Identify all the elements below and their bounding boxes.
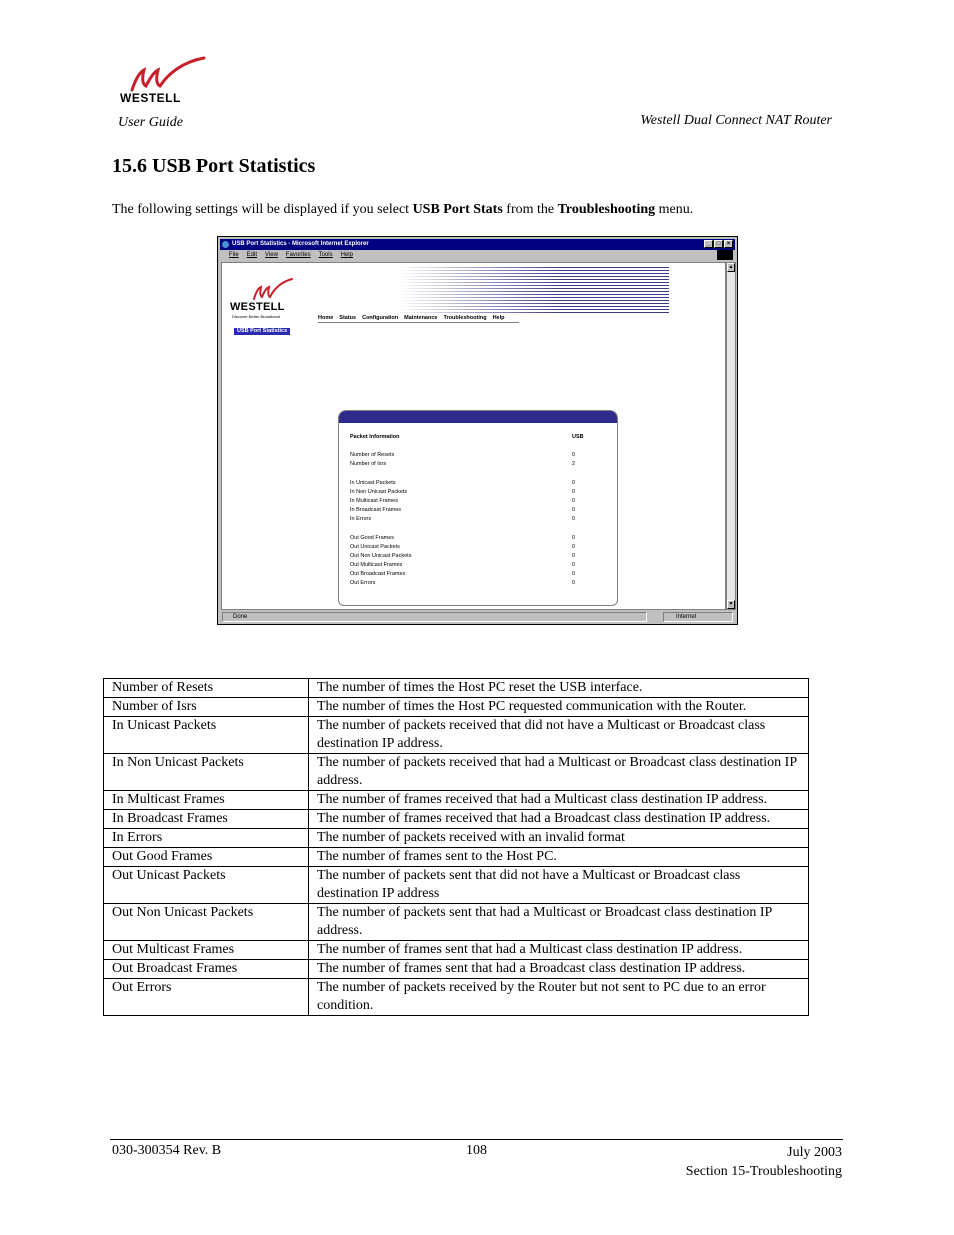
panel-stat-value: 0 [572,580,576,586]
panel-stat-label: Number of Resets [350,452,395,458]
page-badge: USB Port Statistics [234,328,290,335]
panel-stat-label: Number of Isrs [350,461,387,467]
header-right: Westell Dual Connect NAT Router [640,113,832,128]
scroll-down-icon[interactable]: ▼ [728,601,734,607]
browser-screenshot [217,236,738,625]
nav-maintenance[interactable]: Maintenance [404,315,438,321]
panel-stat-label: In Multicast Frames [350,498,398,504]
table-term-cell: Number of Isrs [104,698,309,717]
table-description-cell: The number of packets received that did not have a Multicast or Broadcast class destination IP address. [309,717,809,754]
table-description-cell: The number of times the Host PC reset the USB interface. [309,679,809,698]
panel-stat-row [350,480,580,487]
table-row [104,791,809,810]
intro-bold-troubleshooting: Troubleshooting [557,202,656,217]
panel-stat-value: 0 [572,498,576,504]
footer-date: July 2003 [787,1145,842,1160]
window-title: USB Port Statistics - Microsoft Internet Explorer [232,241,369,247]
nav-help[interactable]: Help [492,315,505,321]
nav-troubleshooting[interactable]: Troubleshooting [443,315,487,321]
westell-swoosh-icon [118,56,210,96]
intro-text: The following settings will be displayed if you select [112,202,413,217]
panel-stat-row [350,562,580,569]
vertical-scrollbar[interactable] [726,262,736,610]
panel-stat-row [350,461,580,468]
panel-cap [339,411,617,423]
westell-logo [118,56,210,108]
panel-stat-label: Out Good Frames [350,535,395,541]
statistics-description-table [103,678,809,1016]
page-title: 15.6 USB Port Statistics [112,155,316,177]
panel-stat-value: 0 [572,544,576,550]
table-description-cell: The number of frames sent that had a Multicast class destination IP address. [309,941,809,960]
panel-stat-label: Out Broadcast Frames [350,571,406,577]
panel-stat-row [350,571,580,578]
panel-stat-row [350,535,580,542]
table-description-cell: The number of frames received that had a Broadcast class destination IP address. [309,810,809,829]
inner-logo-wordmark: WESTELL [230,301,285,313]
intro-text: menu. [655,202,694,217]
table-term-cell: Out Unicast Packets [104,867,309,904]
table-term-cell: Out Multicast Frames [104,941,309,960]
footer-section: Section 15-Troubleshooting [685,1164,842,1179]
panel-stat-label: In Unicast Packets [350,480,396,486]
table-description-cell: The number of frames sent that had a Broadcast class destination IP address. [309,960,809,979]
windows-flag-icon [717,250,733,260]
table-term-cell: Out Broadcast Frames [104,960,309,979]
panel-stat-value: 2 [572,461,576,467]
inner-westell-logo [228,277,308,319]
panel-stat-row [350,489,580,496]
table-row [104,867,809,904]
panel-stat-label: Out Errors [350,580,376,586]
browser-menubar [220,250,735,260]
westell-swoosh-icon [248,277,294,303]
nav-configuration[interactable]: Configuration [362,315,399,321]
table-description-cell: The number of times the Host PC requested communication with the Router. [309,698,809,717]
menu-file[interactable]: File [229,252,239,258]
scroll-up-icon[interactable]: ▲ [728,264,734,270]
packet-info-panel [338,410,618,606]
panel-stat-label: Out Unicast Packets [350,544,400,550]
panel-stat-value: 0 [572,571,576,577]
browser-viewport [221,262,726,610]
table-row [104,941,809,960]
panel-stat-row [350,580,580,587]
logo-wordmark: WESTELL [120,91,181,105]
table-row [104,717,809,754]
table-row [104,904,809,941]
table-term-cell: Out Non Unicast Packets [104,904,309,941]
footer-right [686,1143,842,1181]
panel-stat-value: 0 [572,489,576,495]
table-term-cell: In Broadcast Frames [104,810,309,829]
footer-doc-number: 030-300354 Rev. B [112,1143,222,1158]
minimize-icon[interactable]: _ [704,240,713,248]
intro-bold-usb-port-stats: USB Port Stats [412,202,503,217]
panel-stat-label: In Non Unicast Packets [350,489,408,495]
table-term-cell: In Errors [104,829,309,848]
panel-stat-value: 0 [572,535,576,541]
maximize-icon[interactable]: □ [714,240,723,248]
footer-page-number: 108 [466,1143,487,1158]
panel-stat-value: 0 [572,562,576,568]
table-row [104,754,809,791]
menu-view[interactable]: View [265,252,278,258]
menu-tools[interactable]: Tools [318,252,333,258]
table-row [104,848,809,867]
table-term-cell: In Unicast Packets [104,717,309,754]
table-term-cell: In Multicast Frames [104,791,309,810]
close-icon[interactable]: × [724,240,733,248]
table-row [104,979,809,1016]
window-titlebar [220,239,735,250]
table-description-cell: The number of packets received by the Router but not sent to PC due to an error condition. [309,979,809,1016]
panel-header-value: USB [572,434,584,440]
table-row [104,698,809,717]
panel-stat-value: 0 [572,516,576,522]
header-left: User Guide [118,115,183,130]
status-zone: Internet [663,612,733,622]
panel-header-label: Packet Information [350,434,400,440]
internet-explorer-icon [222,241,229,248]
router-nav [318,313,519,323]
menu-edit[interactable]: Edit [246,252,258,258]
window-controls [704,240,733,248]
panel-stat-value: 0 [572,553,576,559]
inner-logo-tagline: Discover Better Broadband [232,314,281,319]
table-description-cell: The number of frames received that had a Multicast class destination IP address. [309,791,809,810]
menu-help[interactable]: Help [340,252,353,258]
menu-favorites[interactable]: Favorites [285,252,311,258]
footer-rule [110,1139,843,1140]
panel-stat-row [350,452,580,459]
table-term-cell: Out Good Frames [104,848,309,867]
nav-home[interactable]: Home [318,315,334,321]
browser-statusbar [220,612,735,623]
table-term-cell: In Non Unicast Packets [104,754,309,791]
panel-stat-label: In Errors [350,516,372,522]
table-term-cell: Number of Resets [104,679,309,698]
panel-stat-value: 0 [572,507,576,513]
header-stripes [397,267,669,313]
table-row [104,960,809,979]
status-left: Done [222,612,647,622]
panel-stat-row [350,507,580,514]
table-row [104,679,809,698]
panel-stat-row [350,516,580,523]
panel-stat-value: 0 [572,480,576,486]
panel-header-row [350,434,584,441]
panel-stat-row [350,544,580,551]
panel-stat-row [350,498,580,505]
table-term-cell: Out Errors [104,979,309,1016]
panel-stat-label: Out Non Unicast Packets [350,553,412,559]
intro-paragraph [112,202,693,218]
table-description-cell: The number of packets sent that did not have a Multicast or Broadcast class destination IP address [309,867,809,904]
table-description-cell: The number of packets received that had a Multicast or Broadcast class destination IP address. [309,754,809,791]
nav-status[interactable]: Status [339,315,357,321]
table-description-cell: The number of packets sent that had a Multicast or Broadcast class destination IP address. [309,904,809,941]
table-row [104,829,809,848]
table-row [104,810,809,829]
panel-stat-label: Out Multicast Frames [350,562,403,568]
panel-stat-row [350,553,580,560]
panel-stat-label: In Broadcast Frames [350,507,402,513]
panel-stat-value: 0 [572,452,576,458]
intro-text: from the [502,202,558,217]
table-description-cell: The number of frames sent to the Host PC. [309,848,809,867]
table-description-cell: The number of packets received with an invalid format [309,829,809,848]
